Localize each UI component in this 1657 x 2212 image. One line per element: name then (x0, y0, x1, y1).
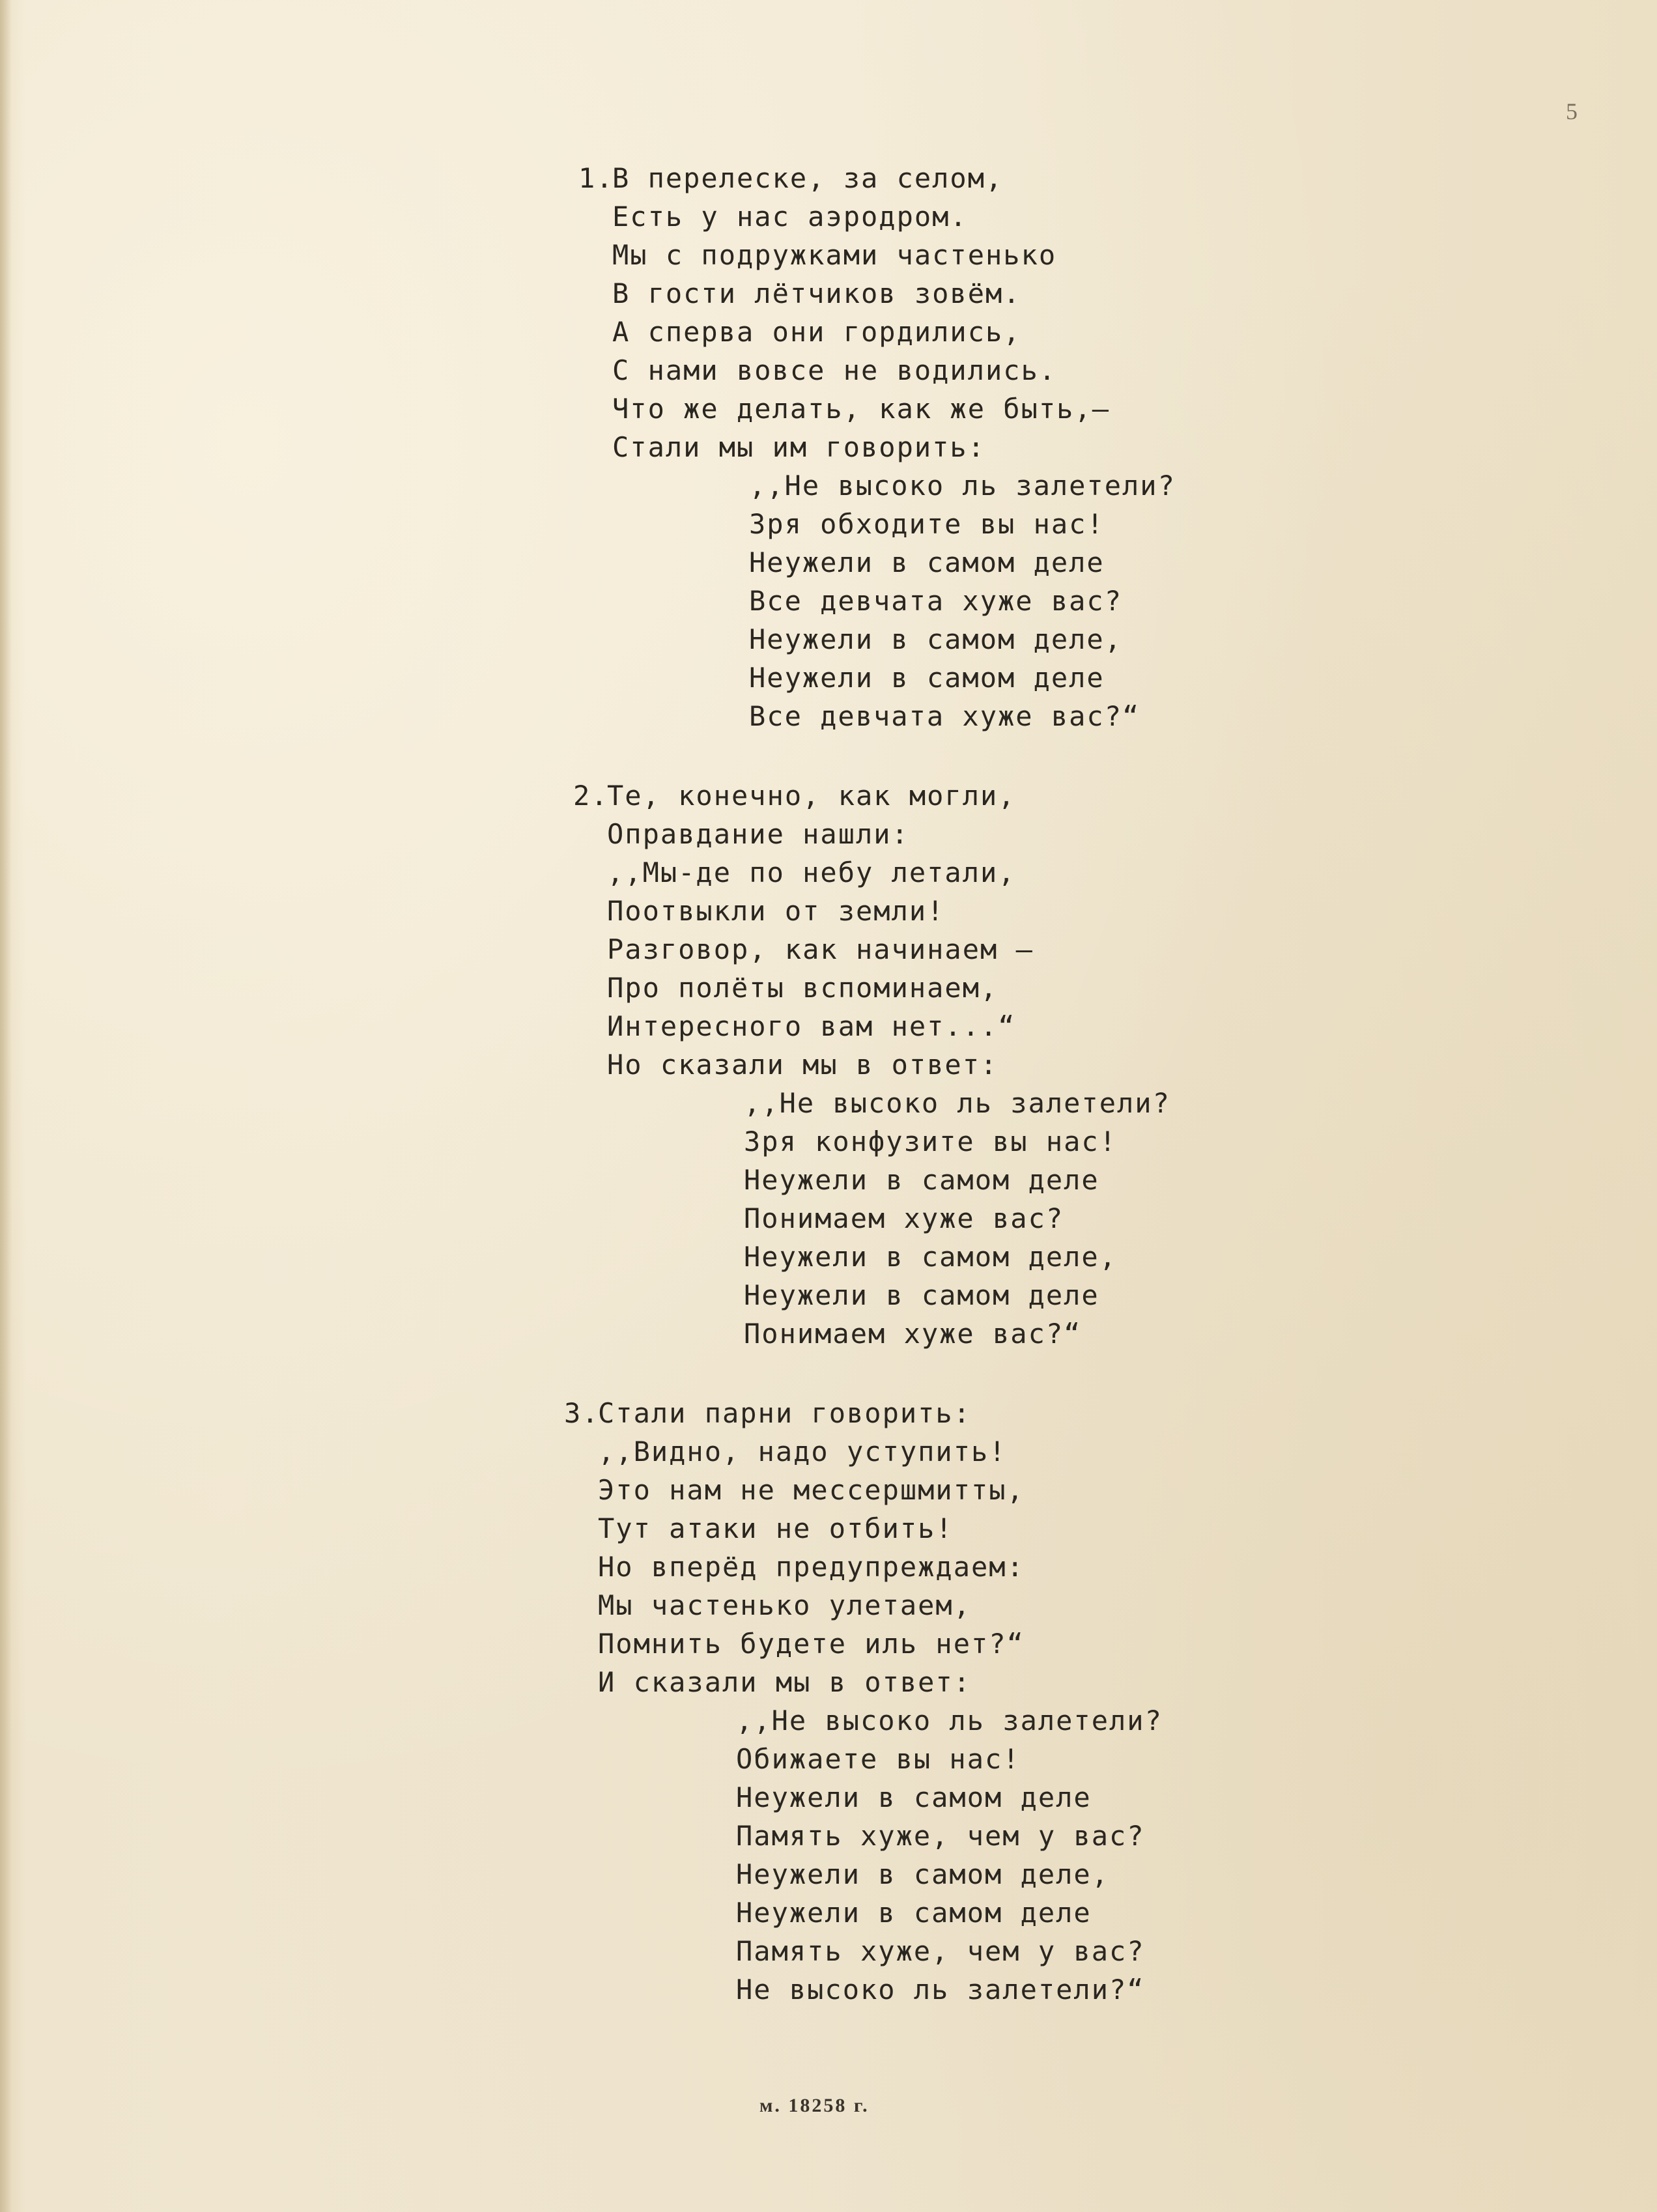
verse-line: Поотвыкли от земли! (607, 895, 945, 927)
page-binding-edge (0, 0, 12, 2212)
verse-line: Что же делать, как же быть,— (612, 393, 1111, 425)
refrain-line: Неужели в самом деле (736, 1781, 1092, 1813)
verse-first-line (573, 776, 1170, 815)
refrain-line: Не высоко ль залетели?“ (736, 1974, 1145, 2006)
refrain-line: Зря обходите вы нас! (749, 508, 1105, 540)
verse-line: С нами вовсе не водились. (612, 354, 1057, 386)
verse-line: Разговор, как начинаем — (607, 933, 1034, 965)
refrain-line: Неужели в самом деле (744, 1164, 1099, 1196)
verse-line: Про полёты вспоминаем, (607, 972, 998, 1004)
refrain-line: Неужели в самом деле, (736, 1858, 1110, 1890)
verse-number: 2. (573, 780, 609, 812)
verse-line: В гости лётчиков зовём. (612, 277, 1021, 309)
verse-3 (564, 1394, 1163, 2009)
verse-lines (612, 197, 1176, 466)
refrain-line: Неужели в самом деле (749, 546, 1105, 578)
verse-1 (578, 159, 1176, 735)
refrain-line: ,,Не высоко ль залетели? (736, 1705, 1163, 1737)
refrain-line: Неужели в самом деле (749, 662, 1105, 694)
verse-line: Мы с подружками частенько (612, 239, 1057, 271)
refrain-line: Неужели в самом деле, (744, 1241, 1118, 1273)
verse-number: 1. (578, 162, 614, 194)
refrain (736, 1701, 1163, 2009)
verse-2 (573, 776, 1170, 1353)
refrain-line: ,,Не высоко ль залетели? (744, 1087, 1170, 1119)
verse-line: Но вперёд предупреждаем: (598, 1551, 1025, 1583)
refrain-line: Неужели в самом деле (736, 1897, 1092, 1929)
verse-line: Мы частенько улетаем, (598, 1589, 972, 1621)
refrain (749, 466, 1176, 735)
verse-first-line (564, 1394, 1163, 1432)
refrain-line: Все девчата хуже вас? (749, 585, 1123, 617)
verse-lines (598, 1432, 1163, 1701)
refrain-line: Память хуже, чем у вас? (736, 1820, 1145, 1852)
verse-line: Оправдание нашли: (607, 818, 909, 850)
refrain-line: Память хуже, чем у вас? (736, 1935, 1145, 1967)
verse-line: И сказали мы в ответ: (598, 1666, 972, 1698)
verse-line: Есть у нас аэродром. (612, 201, 968, 233)
refrain-line: Все девчата хуже вас?“ (749, 700, 1140, 732)
verse-line: Интересного вам нет...“ (607, 1010, 1016, 1042)
verse-line: Стали мы им говорить: (612, 431, 986, 463)
refrain-line: Понимаем хуже вас?“ (744, 1318, 1082, 1350)
refrain-line: Обижаете вы нас! (736, 1743, 1021, 1775)
page-number: 5 (1566, 98, 1578, 124)
verse-lines (607, 815, 1170, 1084)
verse-line: Тут атаки не отбить! (598, 1512, 954, 1544)
refrain-line: Зря конфузите вы нас! (744, 1126, 1118, 1157)
verse-number: 3. (564, 1397, 600, 1429)
verse-line: В перелеске, за селом, (612, 162, 1004, 194)
refrain-line: ,,Не высоко ль залетели? (749, 470, 1176, 502)
verse-line: Стали парни говорить: (598, 1397, 972, 1429)
verse-line: ,,Видно, надо уступить! (598, 1436, 1007, 1468)
verse-line: ,,Мы-де по небу летали, (607, 857, 1016, 888)
verse-line: А сперва они гордились, (612, 316, 1021, 348)
verse-line: Но сказали мы в ответ: (607, 1049, 998, 1081)
refrain-line: Понимаем хуже вас? (744, 1202, 1064, 1234)
verse-first-line (578, 159, 1176, 197)
refrain-line: Неужели в самом деле (744, 1279, 1099, 1311)
verse-line: Помнить будете иль нет?“ (598, 1628, 1025, 1660)
verse-line: Это нам не мессершмитты, (598, 1474, 1025, 1506)
verse-line: Те, конечно, как могли, (607, 780, 1016, 812)
refrain (744, 1084, 1170, 1353)
print-footer: м. 18258 г. (759, 2095, 870, 2116)
refrain-line: Неужели в самом деле, (749, 623, 1123, 655)
